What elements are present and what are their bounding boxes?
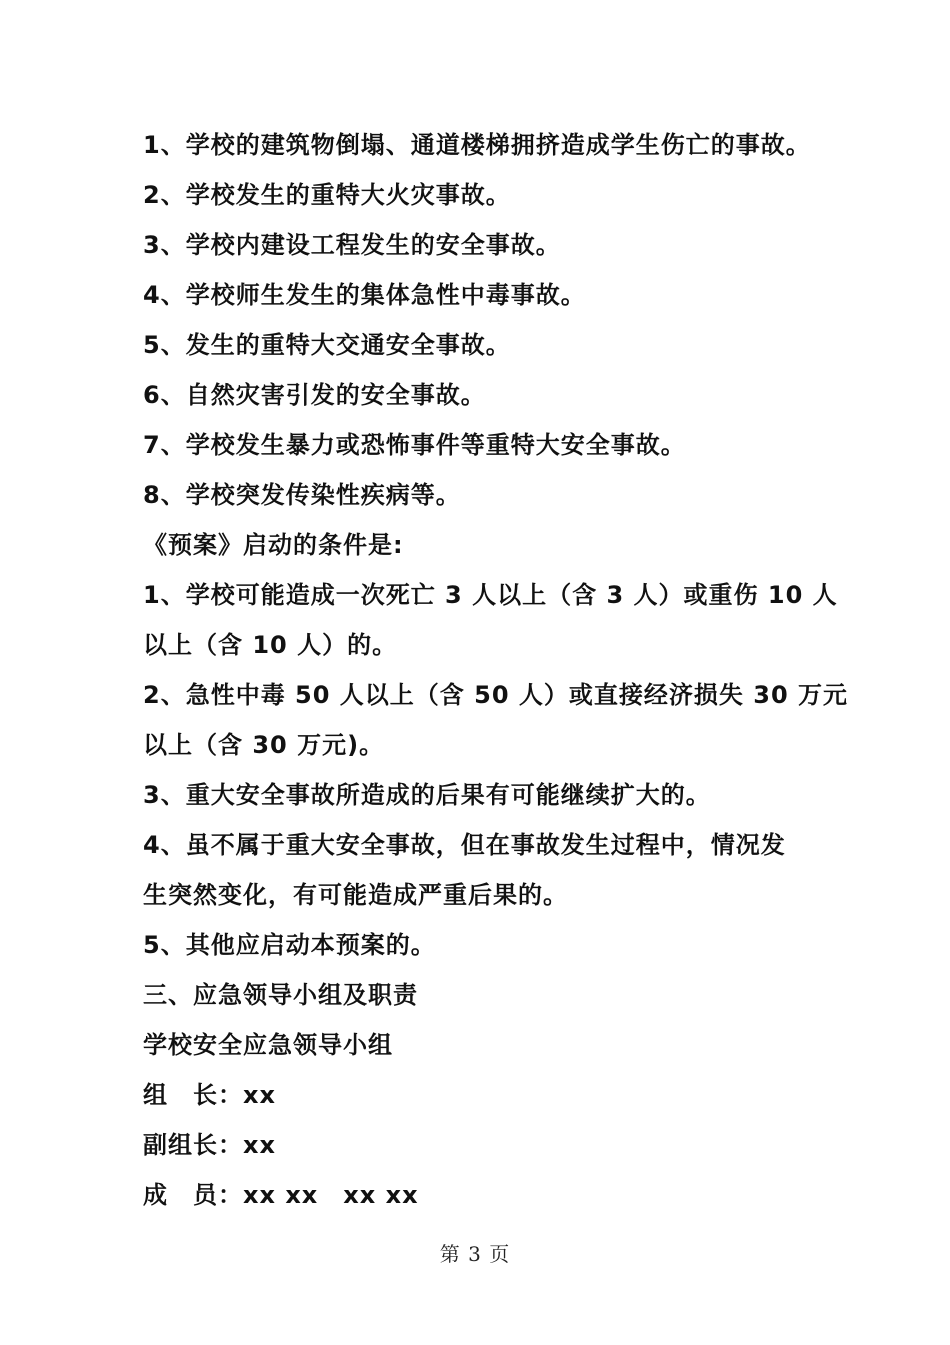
- accident-item-1: 1、学校的建筑物倒塌、通道楼梯拥挤造成学生伤亡的事故。: [143, 131, 811, 159]
- condition-4-line-2: 生突然变化，有可能造成严重后果的。: [143, 881, 568, 909]
- deputy-leader: 副组长：xx: [143, 1131, 276, 1159]
- condition-2-line-1: 2、急性中毒 50 人以上（含 50 人）或直接经济损失 30 万元: [143, 681, 849, 709]
- section-heading: 三、应急领导小组及职责: [143, 981, 418, 1009]
- accident-item-3: 3、学校内建设工程发生的安全事故。: [143, 231, 561, 259]
- group-title: 学校安全应急领导小组: [143, 1031, 393, 1059]
- group-members: 成 员：xx xx xx xx: [143, 1181, 419, 1209]
- condition-5: 5、其他应启动本预案的。: [143, 931, 436, 959]
- accident-item-6: 6、自然灾害引发的安全事故。: [143, 381, 486, 409]
- activation-conditions-heading: 《预案》启动的条件是:: [143, 531, 404, 559]
- page-number: 第 3 页: [439, 1242, 511, 1266]
- accident-item-5: 5、发生的重特大交通安全事故。: [143, 331, 511, 359]
- document-body: [143, 120, 849, 1220]
- accident-item-8: 8、学校突发传染性疾病等。: [143, 481, 461, 509]
- condition-1-line-1: 1、学校可能造成一次死亡 3 人以上（含 3 人）或重伤 10 人: [143, 581, 838, 609]
- accident-item-4: 4、学校师生发生的集体急性中毒事故。: [143, 281, 586, 309]
- group-leader: 组 长：xx: [143, 1081, 276, 1109]
- condition-2-line-2: 以上（含 30 万元)。: [143, 731, 385, 759]
- accident-item-2: 2、学校发生的重特大火灾事故。: [143, 181, 511, 209]
- condition-4-line-1: 4、虽不属于重大安全事故，但在事故发生过程中，情况发: [143, 831, 786, 859]
- condition-3: 3、重大安全事故所造成的后果有可能继续扩大的。: [143, 781, 711, 809]
- accident-item-7: 7、学校发生暴力或恐怖事件等重特大安全事故。: [143, 431, 686, 459]
- condition-1-line-2: 以上（含 10 人）的。: [143, 631, 398, 659]
